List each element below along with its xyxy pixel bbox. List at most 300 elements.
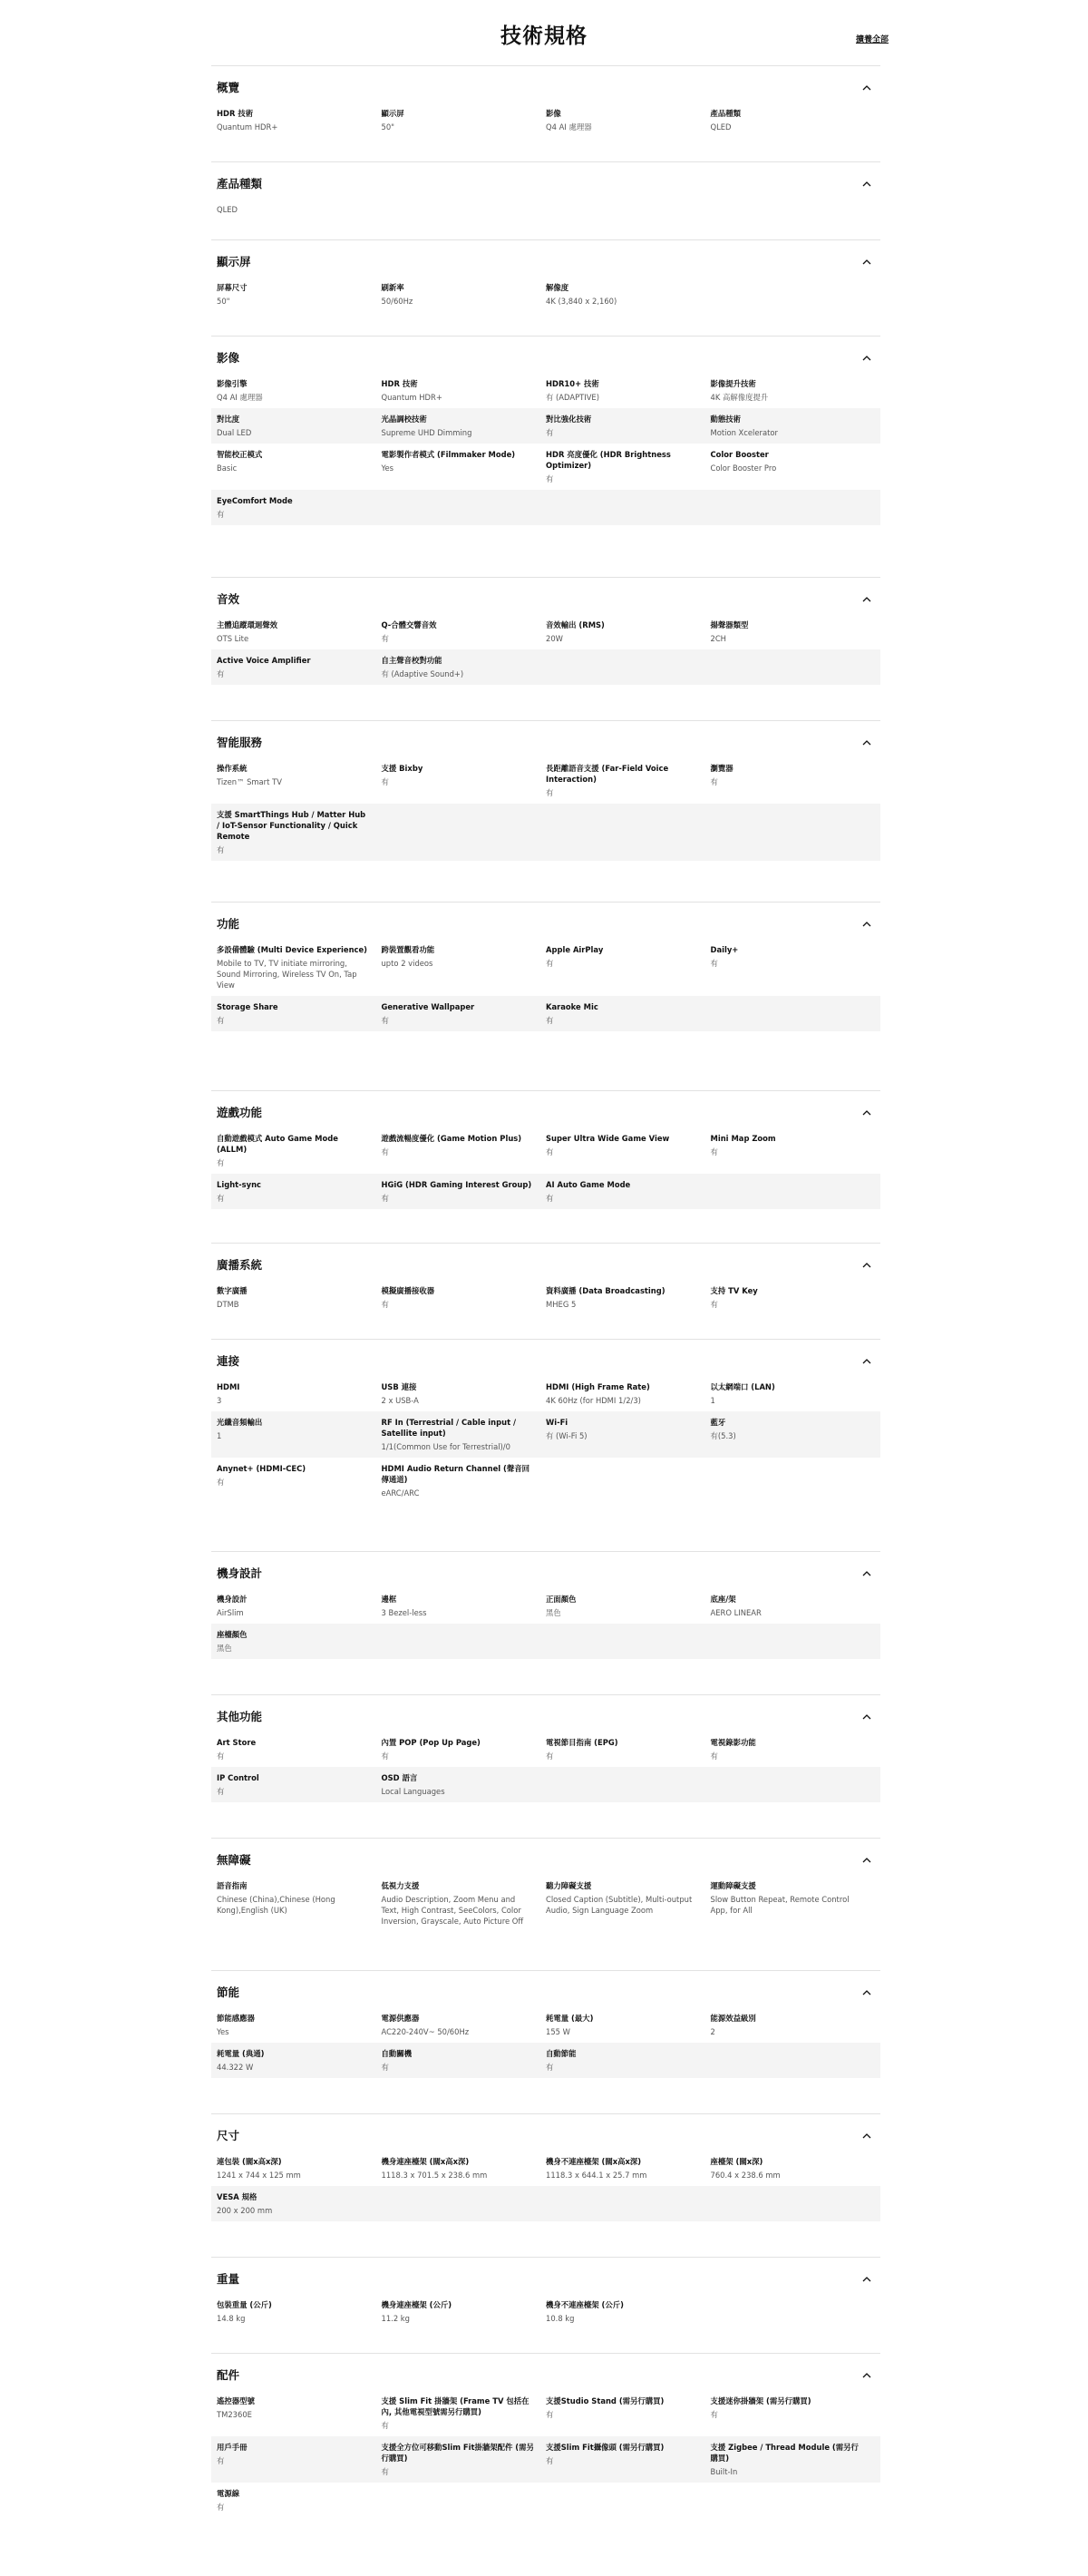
spec-item: [546, 378, 711, 403]
spec-value: 155 W: [546, 2027, 570, 2036]
spec-label: USB 連接: [381, 1382, 417, 1391]
spec-label: VESA 規格: [217, 2192, 257, 2201]
spec-label: Apple AirPlay: [546, 945, 604, 954]
spec-item: [711, 449, 876, 484]
spec-value: 有: [546, 959, 554, 968]
section-header[interactable]: [211, 337, 880, 373]
spec-value: 有: [546, 474, 554, 483]
spec-item: [546, 1285, 711, 1310]
spec-item: [382, 414, 547, 438]
spec-label: 正面顏色: [546, 1595, 577, 1604]
spec-item: [546, 2395, 711, 2431]
spec-label: 機身不連座檯架 (公斤): [546, 2300, 624, 2309]
chevron-up-icon[interactable]: [859, 350, 875, 366]
spec-value: Mobile to TV, TV initiate mirroring, Sound Mirroring, Wireless TV On, Tap View: [217, 959, 357, 990]
section-rows: [211, 2390, 880, 2518]
spec-value: Slow Button Repeat, Remote Control App, for All: [710, 1895, 850, 1915]
spec-item: [711, 378, 876, 403]
spec-item: [546, 2299, 711, 2324]
spec-value: Local Languages: [381, 1787, 445, 1796]
spec-value: 有: [217, 2456, 225, 2465]
spec-value: OTS Lite: [217, 634, 249, 643]
section-header[interactable]: [211, 1340, 880, 1376]
spec-value: AC220-240V~ 50/60Hz: [381, 2027, 470, 2036]
spec-section: [211, 902, 880, 1090]
spec-section: [211, 1970, 880, 2113]
spec-item: [217, 1381, 382, 1406]
spec-value: 2 x USB-A: [381, 1396, 419, 1405]
spec-value: 有: [710, 1751, 718, 1761]
chevron-up-icon[interactable]: [859, 1257, 875, 1273]
spec-value: 有: [546, 2063, 554, 2072]
spec-label: 電視錄影功能: [710, 1738, 756, 1747]
spec-item: [546, 944, 711, 990]
chevron-up-icon[interactable]: [859, 2271, 875, 2288]
spec-value: QLED: [710, 122, 732, 132]
spec-item: [382, 1133, 547, 1168]
section-rows: [211, 1875, 880, 1932]
chevron-up-icon[interactable]: [859, 735, 875, 751]
section-title: 尺寸: [217, 2129, 240, 2142]
spec-value: 20W: [546, 634, 563, 643]
spec-item: [382, 655, 547, 679]
spec-value: Q4 AI 處理器: [217, 393, 263, 402]
section-title: 配件: [217, 2368, 240, 2382]
section-title: 產品種類: [217, 177, 263, 190]
spec-item: [217, 378, 382, 403]
spec-value: 4K 高解像度提升: [710, 393, 769, 402]
spec-item: [711, 414, 876, 438]
spec-value: 有: [381, 1300, 389, 1309]
spec-row: [211, 2043, 880, 2078]
spec-value: TM2360E: [217, 2410, 252, 2419]
spec-value: 有: [381, 2421, 389, 2430]
chevron-up-icon[interactable]: [859, 80, 875, 96]
spec-value: 1: [710, 1396, 715, 1405]
spec-row: [211, 444, 880, 490]
section-rows: [211, 373, 880, 525]
chevron-up-icon[interactable]: [859, 1566, 875, 1582]
spec-item: [546, 1417, 711, 1452]
spec-value: 2CH: [710, 634, 726, 643]
spec-item: [546, 620, 711, 644]
spec-label: 光晶調校技術: [381, 415, 427, 424]
spec-row: [211, 2390, 880, 2436]
spec-item: [217, 1285, 382, 1310]
spec-item: [711, 1285, 876, 1310]
spec-label: 包裝重量 (公斤): [217, 2300, 272, 2309]
spec-label: 機身不連座檯架 (闊x高x深): [546, 2157, 642, 2166]
spec-value: 有 (Adaptive Sound+): [381, 669, 464, 678]
spec-value: 有: [217, 510, 225, 519]
spec-row: [211, 1127, 880, 1174]
spec-item: [382, 2442, 547, 2477]
spec-label: HDR10+ 技術: [546, 379, 599, 388]
spec-label: 聽力障礙支援: [546, 1881, 592, 1890]
page-title: 技術規格: [500, 24, 588, 48]
spec-item: [546, 763, 711, 798]
spec-label: IP Control: [217, 1773, 259, 1782]
chevron-up-icon[interactable]: [859, 2128, 875, 2144]
spec-item: [382, 1179, 547, 1204]
spec-row: [211, 373, 880, 408]
spec-section: [211, 1339, 880, 1551]
spec-item: [546, 1001, 711, 1026]
spec-item: [217, 620, 382, 644]
spec-item: [217, 2488, 382, 2513]
spec-label: 主體追蹤環迴聲效: [217, 620, 277, 629]
spec-row: [211, 996, 880, 1031]
spec-label: 支援 Zigbee / Thread Module (需另行購買): [710, 2443, 859, 2463]
spec-label: 遊戲流暢度優化 (Game Motion Plus): [381, 1134, 522, 1143]
spec-item: [217, 1133, 382, 1168]
spec-label: HGiG (HDR Gaming Interest Group): [381, 1180, 532, 1189]
spec-label: 支援 Bixby: [381, 764, 423, 773]
spec-label: Wi-Fi: [546, 1418, 568, 1427]
spec-value: 1/1(Common Use for Terrestrial)/0: [381, 1442, 510, 1451]
spec-value: 有: [381, 1016, 389, 1025]
spec-item: [711, 1737, 876, 1761]
spec-item: [711, 2156, 876, 2181]
section-header[interactable]: [211, 1244, 880, 1280]
spec-value: 有: [710, 1147, 718, 1156]
spec-section: [211, 1838, 880, 1970]
spec-row: [211, 1767, 880, 1802]
chevron-up-icon[interactable]: [859, 1105, 875, 1121]
chevron-up-icon[interactable]: [859, 1709, 875, 1725]
section-header[interactable]: [211, 1695, 880, 1732]
spec-value: 有: [217, 1194, 225, 1203]
spec-label: HDMI Audio Return Channel (聲音回傳通道): [381, 1464, 530, 1484]
spec-item: [217, 2156, 382, 2181]
section-header[interactable]: [211, 1552, 880, 1588]
spec-label: 支援迷你掛牆架 (需另行購買): [710, 2396, 811, 2405]
spec-value: 11.2 kg: [381, 2314, 410, 2323]
spec-label: 智能校正模式: [217, 450, 263, 459]
spec-label: Generative Wallpaper: [381, 1002, 475, 1011]
spec-row: [211, 1875, 880, 1932]
spec-item: [217, 1594, 382, 1618]
spec-value: Quantum HDR+: [217, 122, 278, 132]
spec-label: 影像提升技術: [710, 379, 756, 388]
spec-row: [211, 2151, 880, 2186]
spec-label: 連包裝 (闊x高x深): [217, 2157, 282, 2166]
spec-value: 1: [217, 1431, 222, 1440]
spec-item: [217, 495, 382, 520]
spec-label: Daily+: [710, 945, 739, 954]
section-title: 無障礙: [217, 1853, 251, 1867]
spec-item: [217, 204, 382, 215]
spec-label: 電源線: [217, 2489, 240, 2498]
section-title: 影像: [217, 351, 240, 365]
spec-item: [546, 1133, 711, 1168]
spec-value: 有(5.3): [710, 1431, 736, 1440]
chevron-up-icon[interactable]: [859, 916, 875, 932]
spec-row: [211, 1624, 880, 1659]
spec-label: 機身連座檯架 (闊x高x深): [381, 2157, 470, 2166]
spec-value: AirSlim: [217, 1608, 244, 1617]
spec-value: 有: [381, 2467, 389, 2476]
spec-label: Active Voice Amplifier: [217, 656, 311, 665]
section-title: 概覽: [217, 81, 240, 94]
spec-item: [382, 1417, 547, 1452]
spec-label: 自動關機: [381, 2049, 412, 2058]
section-rows: [211, 1376, 880, 1504]
spec-value: 1241 x 744 x 125 mm: [217, 2171, 301, 2180]
spec-row: [211, 2483, 880, 2518]
section-title: 廣播系統: [217, 1258, 263, 1272]
spec-row: [211, 757, 880, 804]
spec-item: [711, 944, 876, 990]
spec-label: 自動遊戲模式 Auto Game Mode (ALLM): [217, 1134, 338, 1154]
section-header[interactable]: [211, 1839, 880, 1875]
spec-row: [211, 614, 880, 649]
expand-all-link[interactable]: 擴養全部: [855, 35, 889, 44]
spec-value: DTMB: [217, 1300, 239, 1309]
spec-label: Art Store: [217, 1738, 257, 1747]
spec-section: [211, 1551, 880, 1694]
spec-value: 有 (ADAPTIVE): [546, 393, 599, 402]
spec-item: [217, 1001, 382, 1026]
spec-item: [217, 108, 382, 132]
spec-item: [217, 2395, 382, 2431]
spec-value: Audio Description, Zoom Menu and Text, High Contrast, SeeColors, Color Inversion, Grayscale, Auto Picture Off: [381, 1895, 524, 1926]
spec-item: [711, 1133, 876, 1168]
spec-label: RF In (Terrestrial / Cable input / Satellite input): [381, 1418, 517, 1438]
spec-value: Yes: [381, 463, 394, 473]
spec-section: [211, 336, 880, 577]
spec-section: [211, 161, 880, 239]
spec-row: [211, 939, 880, 996]
spec-label: 產品種類: [710, 109, 741, 118]
spec-label: 耗電量 (典通): [217, 2049, 265, 2058]
chevron-up-icon[interactable]: [859, 1985, 875, 2001]
section-header[interactable]: [211, 721, 880, 757]
spec-value: 有: [381, 634, 389, 643]
spec-item: [382, 449, 547, 484]
spec-item: [217, 655, 382, 679]
section-header[interactable]: [211, 240, 880, 277]
section-rows: [211, 102, 880, 138]
spec-item: [546, 449, 711, 484]
spec-item: [711, 2442, 876, 2477]
spec-value: 有: [381, 2063, 389, 2072]
spec-item: [382, 378, 547, 403]
chevron-up-icon[interactable]: [859, 176, 875, 192]
spec-label: 底座/架: [710, 1595, 736, 1604]
spec-item: [217, 1463, 382, 1498]
spec-value: eARC/ARC: [381, 1488, 420, 1498]
spec-item: [382, 1381, 547, 1406]
spec-label: HDR 亮度優化 (HDR Brightness Optimizer): [546, 450, 671, 470]
spec-label: 多設備體驗 (Multi Device Experience): [217, 945, 368, 954]
spec-value: 有: [546, 1147, 554, 1156]
spec-item: [217, 1772, 382, 1797]
spec-label: 節能感應器: [217, 2014, 255, 2023]
spec-value: 3 Bezel-less: [381, 1608, 427, 1617]
section-rows: [211, 1127, 880, 1209]
spec-item: [711, 1880, 876, 1927]
spec-item: [382, 944, 547, 990]
spec-item: [546, 2156, 711, 2181]
spec-row: [211, 2294, 880, 2329]
spec-value: Basic: [217, 463, 238, 473]
spec-row: [211, 2436, 880, 2483]
spec-item: [217, 2442, 382, 2477]
spec-label: Super Ultra Wide Game View: [546, 1134, 670, 1143]
spec-value: 有: [217, 1158, 225, 1167]
spec-section: [211, 577, 880, 720]
spec-label: 對比強化技術: [546, 415, 592, 424]
spec-label: 光纖音頻輸出: [217, 1418, 263, 1427]
chevron-up-icon[interactable]: [859, 1353, 875, 1370]
spec-item: [382, 1001, 547, 1026]
spec-label: 藍牙: [710, 1418, 726, 1427]
spec-label: 顯示屏: [381, 109, 404, 118]
section-title: 機身設計: [217, 1566, 263, 1580]
spec-item: [546, 1381, 711, 1406]
spec-item: [382, 763, 547, 798]
spec-label: 資料廣播 (Data Broadcasting): [546, 1286, 665, 1295]
spec-value: 有: [217, 1787, 225, 1796]
spec-section: [211, 1694, 880, 1838]
section-title: 連接: [217, 1354, 240, 1368]
spec-label: 影像引擎: [217, 379, 248, 388]
spec-label: 耗電量 (最大): [546, 2014, 594, 2023]
spec-label: 電源供應器: [381, 2014, 420, 2023]
spec-row: [211, 804, 880, 861]
spec-value: Closed Caption (Subtitle), Multi-output Audio, Sign Language Zoom: [546, 1895, 693, 1915]
spec-value: 有: [381, 1194, 389, 1203]
spec-label: 電影製作者模式 (Filmmaker Mode): [381, 450, 516, 459]
spec-item: [217, 1179, 382, 1204]
section-title: 遊戲功能: [217, 1106, 263, 1119]
spec-row: [211, 1411, 880, 1458]
spec-label: HDR 技術: [381, 379, 418, 388]
chevron-up-icon[interactable]: [859, 2367, 875, 2384]
spec-label: 音效輸出 (RMS): [546, 620, 605, 629]
spec-label: 用戶手冊: [217, 2443, 248, 2452]
spec-label: 模擬廣播接收器: [381, 1286, 435, 1295]
spec-item: [711, 1417, 876, 1452]
spec-item: [711, 620, 876, 644]
section-header[interactable]: [211, 2354, 880, 2390]
section-header[interactable]: [211, 578, 880, 614]
spec-label: 支援全方位可移動Slim Fit掛牆架配件 (需另行購買): [381, 2443, 534, 2463]
spec-item: [217, 763, 382, 798]
spec-label: 支持 TV Key: [710, 1286, 758, 1295]
spec-label: 座檯顏色: [217, 1630, 248, 1639]
spec-label: 自動節能: [546, 2049, 577, 2058]
spec-item: [382, 2048, 547, 2073]
spec-label: Color Booster: [710, 450, 769, 459]
spec-value: 1118.3 x 701.5 x 238.6 mm: [381, 2171, 488, 2180]
section-header[interactable]: [211, 903, 880, 939]
spec-row: [211, 1458, 880, 1504]
spec-label: Karaoke Mic: [546, 1002, 598, 1011]
spec-value: AERO LINEAR: [710, 1608, 762, 1617]
spec-label: 跨裝置觀看功能: [381, 945, 435, 954]
spec-label: 低視力支援: [381, 1881, 420, 1890]
section-header[interactable]: [211, 2114, 880, 2151]
spec-item: [546, 2442, 711, 2477]
spec-value: 2: [710, 2027, 715, 2036]
spec-section: [211, 2113, 880, 2257]
section-header[interactable]: [211, 66, 880, 102]
spec-value: Supreme UHD Dimming: [381, 428, 472, 437]
spec-label: 支援 Slim Fit 掛牆架 (Frame TV 包括在內, 其他電視型號需另行購買): [381, 2396, 529, 2416]
chevron-up-icon[interactable]: [859, 254, 875, 270]
spec-section: [211, 720, 880, 902]
spec-value: 有: [546, 1194, 554, 1203]
spec-item: [217, 1737, 382, 1761]
spec-section: [211, 65, 880, 161]
spec-item: [546, 282, 711, 307]
spec-row: [211, 2186, 880, 2221]
spec-value: 有: [217, 1016, 225, 1025]
spec-value: 有: [710, 959, 718, 968]
spec-item: [217, 1629, 382, 1654]
spec-value: upto 2 videos: [381, 959, 433, 968]
section-header[interactable]: [211, 1091, 880, 1127]
spec-value: 有: [546, 1016, 554, 1025]
spec-label: 動態技術: [710, 415, 741, 424]
spec-label: 語音指南: [217, 1881, 248, 1890]
spec-label: Storage Share: [217, 1002, 278, 1011]
spec-item: [217, 449, 382, 484]
section-rows: [211, 1588, 880, 1659]
spec-section: [211, 1243, 880, 1339]
spec-label: Q-合體交響音效: [381, 620, 437, 629]
spec-label: AI Auto Game Mode: [546, 1180, 631, 1189]
spec-label: 以太網端口 (LAN): [710, 1382, 775, 1391]
section-header[interactable]: [211, 162, 880, 199]
section-rows: [211, 2151, 880, 2221]
spec-value: 4K 60Hz (for HDMI 1/2/3): [546, 1396, 641, 1405]
section-rows: [211, 757, 880, 861]
spec-label: 支援 SmartThings Hub / Matter Hub / IoT-Sensor Functionality / Quick Remote: [217, 810, 366, 841]
section-rows: [211, 2294, 880, 2329]
spec-value: Built-In: [710, 2467, 738, 2476]
spec-row: [211, 1376, 880, 1411]
section-header[interactable]: [211, 1971, 880, 2007]
section-header[interactable]: [211, 2258, 880, 2294]
spec-value: Quantum HDR+: [381, 393, 442, 402]
spec-value: 有: [217, 2503, 225, 2512]
spec-row: [211, 1732, 880, 1767]
spec-label: 屏幕尺寸: [217, 283, 248, 292]
spec-value: Yes: [217, 2027, 229, 2036]
spec-item: [546, 1737, 711, 1761]
spec-label: 座檯架 (闊x深): [710, 2157, 763, 2166]
spec-item: [546, 1880, 711, 1927]
spec-item: [217, 1417, 382, 1452]
spec-value: 有 (Wi-Fi 5): [546, 1431, 588, 1440]
spec-label: Mini Map Zoom: [710, 1134, 776, 1143]
spec-item: [711, 1381, 876, 1406]
chevron-up-icon[interactable]: [859, 591, 875, 608]
spec-item: [711, 1594, 876, 1618]
chevron-up-icon[interactable]: [859, 1852, 875, 1869]
spec-value: 有: [381, 1147, 389, 1156]
spec-value: 有: [217, 1478, 225, 1487]
spec-item: [382, 1880, 547, 1927]
spec-value: 有: [381, 1751, 389, 1761]
specs-list: [211, 65, 880, 2552]
spec-item: [546, 2048, 711, 2073]
section-rows: [211, 2007, 880, 2078]
spec-section: [211, 1090, 880, 1243]
